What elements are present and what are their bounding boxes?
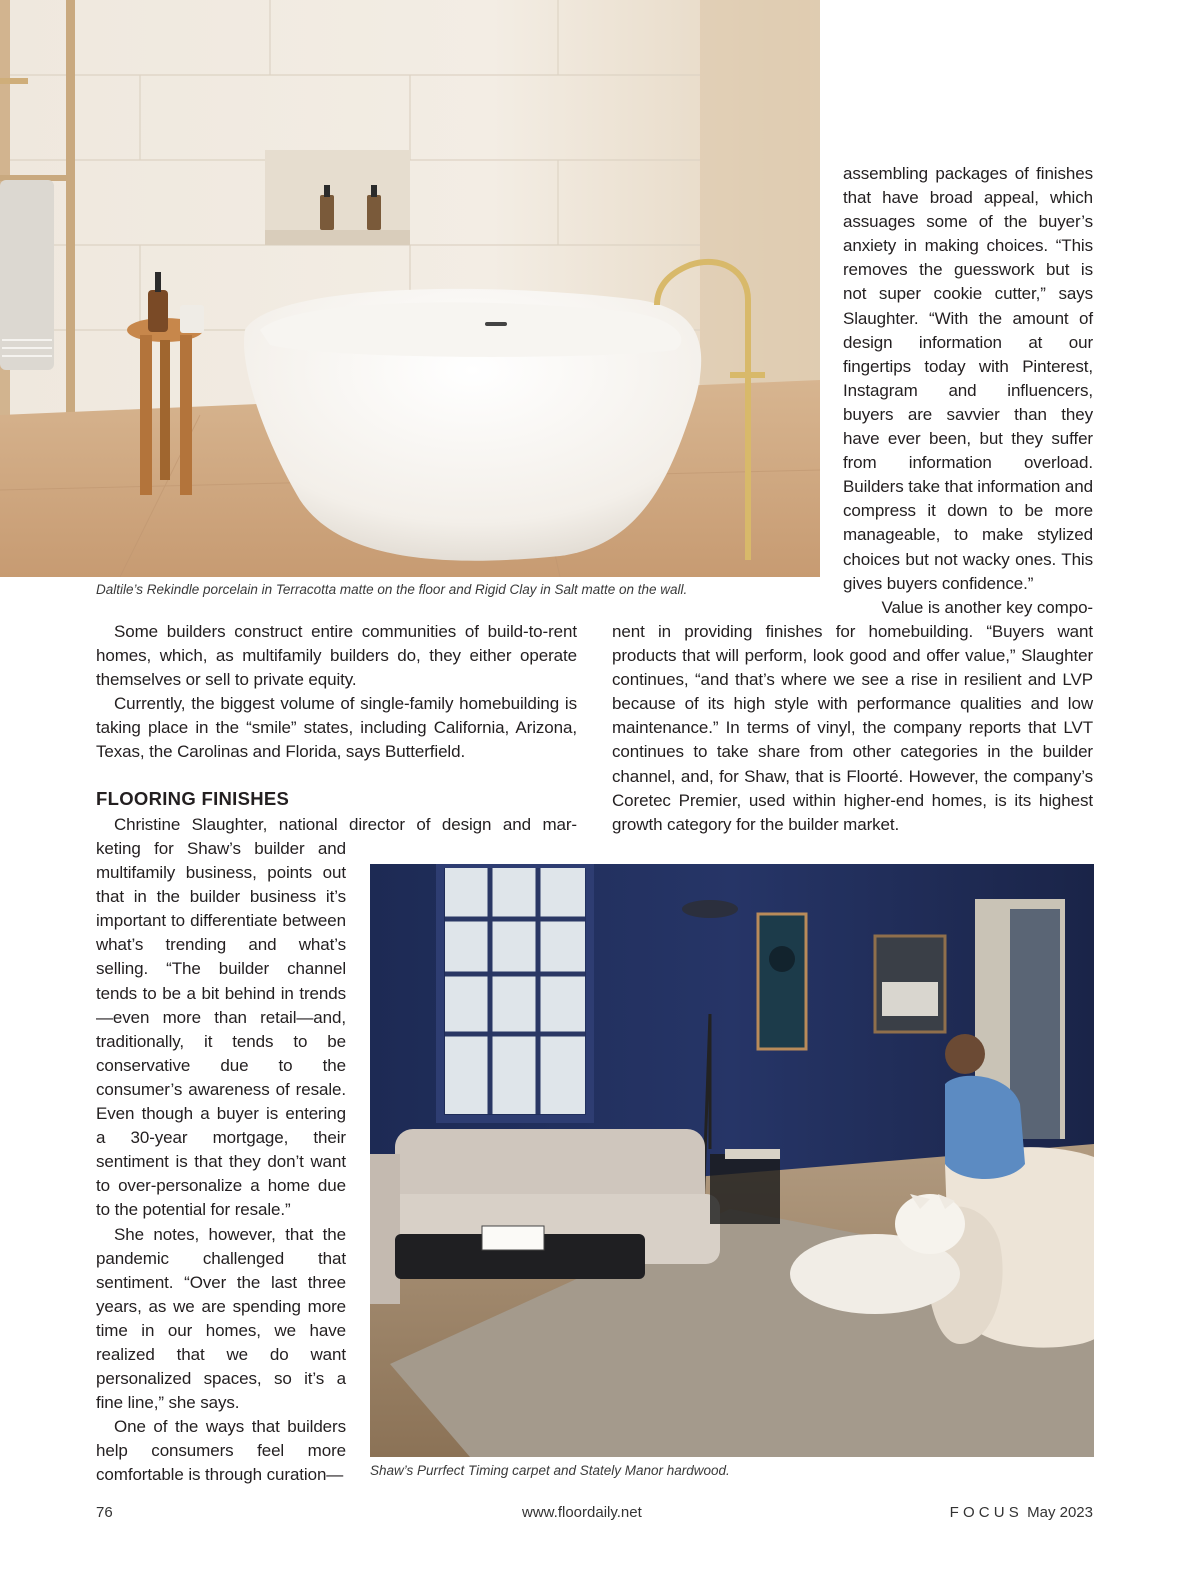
paragraph: Currently, the biggest volume of single-family homebuilding is taking place in the “smile” states, including California, Arizona, Texas, the Carolinas and Florida, says Butterfield. [96,694,577,762]
window [440,864,590,1119]
living-room-illustration [370,864,1094,1457]
footer-issue: F O C U S May 2023 [949,1504,1093,1521]
paragraph: keting for Shaw’s builder and multifamily business, points out that in the builder business it’s important to differentiate between what’s trending and what’s selling. “The builder channel tends to be a bit behind in trends—even more than retail—and, traditionally, it tends to be conservative due to the consumer’s awareness of resale. Even though a buyer is entering a 30-year mortgage, their sentiment is that they don’t want to over-personalize a home due to the potential for resale.” [96,839,346,1220]
article-col-right-mid [612,620,1093,837]
paragraph: Some builders construct entire communities of build-to-rent homes, which, as multifamily builders do, they either operate themselves or sell to private equity. [96,622,577,690]
bathroom-caption: Daltile’s Rekindle porcelain in Terracotta matte on the floor and Rigid Clay in Salt matte on the wall. [96,582,688,597]
paragraph: assembling packages of finishes that have broad appeal, which assuages some of the buyer’s anxiety in making choices. “This removes the guesswork but is not super cookie cutter,” says Slaughter. “With the amount of design information at our fingertips today with Pinterest, Instagram and influencers, buyers are savvier than they have ever been, but they suffer from information overload. Builders take that information and compress it down to be more manageable, to make stylized choices but not wacky ones. This gives buyers confidence.” [843,164,1093,593]
article-col-left-narrow [96,837,346,1488]
paragraph: nent in providing finishes for homebuilding. “Buyers want products that will perform, look good and offer value,” Slaughter continues, “and that’s where we see a rise in resilient and LVP because of its high style with performance qualities and low maintenance.” In terms of vinyl, the company reports that LVT continues to take share from other categories in the builder channel, and, for Shaw, that is Floorté. However, the company’s Coretec Premier, used within higher-end homes, is its highest growth category for the builder market. [612,622,1093,834]
article-col-right-top [843,162,1093,620]
living-room-photo [370,864,1094,1457]
article-wide-line [96,813,577,837]
paragraph: She notes, however, that the pandemic challenged that sentiment. “Over the last three years, as we are spending more time in our homes, we have realized that we do want personalized spaces, so it’s a fine line,” she says. [96,1224,346,1413]
bathroom-photo [0,0,820,577]
bathroom-illustration [0,0,820,577]
footer-url[interactable]: www.floordaily.net [522,1504,642,1521]
section-heading: FLOORING FINISHES [96,788,290,809]
page-number: 76 [96,1504,113,1521]
living-room-caption: Shaw’s Purrfect Timing carpet and Stately Manor hardwood. [370,1463,730,1478]
article-col-left-top [96,620,577,765]
paragraph: Christine Slaughter, national director of design and mar- [114,815,577,834]
paragraph: One of the ways that builders help consumers feel more comfortable is through curation— [96,1417,346,1485]
paragraph: Value is another key compo- [881,597,1093,617]
